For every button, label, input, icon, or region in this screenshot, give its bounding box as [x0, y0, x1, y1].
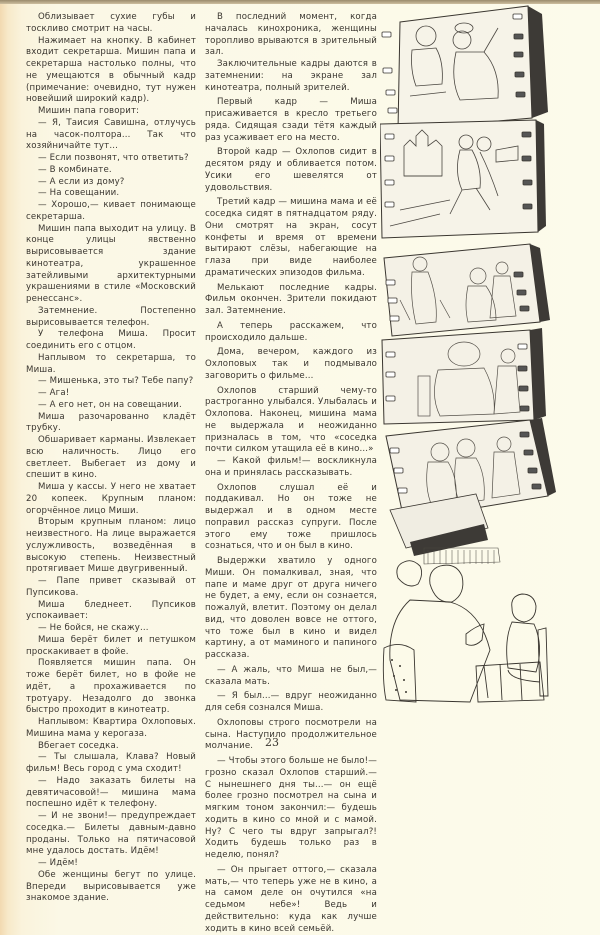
paragraph: Миша у кассы. У него не хватает 20 копеек. Крупным планом: огорчённое лицо Миши.: [26, 482, 196, 516]
paragraph: — На совещании.: [38, 188, 120, 199]
paragraph: — Чтобы этого больше не было!— грозно сказал Охлопов старший.— С нынешнего дня ты...— он ещё более грозно посмотрел на сына и мягким тоном закончил:— будешь ходить в кино со мной и с мамой. Ну? С чего ты вдруг запрыгал?! Ходить будешь только раз в неделю, понял?: [205, 756, 377, 860]
paragraph: Охлоповы строго посмотрели на сына. Наступило продолжительное молчание.: [205, 717, 377, 752]
paragraph: — Он прыгает оттого,— сказала мать,— что теперь уже не в кино, а на самом деле он очутился «на седьмом небе»! Ведь и действительно: куда как лучше ходить в кино всей семьёй.: [205, 864, 377, 934]
paragraph: — Ты слышала, Клава? Новый фильм! Весь город с ума сходит!: [26, 752, 196, 774]
paragraph: Затемнение. Постепенно вырисовывается телефон.: [26, 305, 196, 328]
paragraph: А теперь расскажем, что происходило дальше.: [205, 320, 377, 343]
paragraph: Вбегает соседка.: [38, 740, 119, 751]
paragraph: Первый кадр — Миша присаживается в кресло третьего ряда. Сидящая сзади тётя каждый раз усаживает его на место.: [205, 97, 377, 143]
paragraph: — И не звони!— предупреждает соседка.— Билеты давным-давно проданы. Только на пятичасовой мне удалось достать. Идём!: [26, 811, 196, 857]
paragraph: Нажимает на кнопку. В кабинет входит секретарша. Мишин папа и секретарша настолько полны, что не умещаются в обычный кадр (примечание: очевидно, тут нужен новейший широкий кадр).: [26, 35, 196, 105]
paragraph: В последний момент, когда началась кинохроника, женщины торопливо врываются в зрительный зал.: [205, 12, 377, 58]
paragraph: Наплывом то секретарша, то Миша.: [26, 352, 196, 375]
paragraph: Миша берёт билет и петушком проскакивает в фойе.: [26, 634, 196, 657]
paragraph: — Мишенька, это ты? Тебе папу?: [38, 376, 194, 387]
paragraph: У телефона Миша. Просит соединить его с отцом.: [26, 329, 196, 351]
film-strip-illustration: [380, 0, 600, 776]
paragraph: Миша разочарованно кладёт трубку.: [26, 411, 196, 434]
family-at-table-scene: [383, 561, 548, 702]
paragraph: Заключительные кадры даются в затемнении: на экране зал кинотеатра, полный зрителей.: [205, 59, 377, 93]
paragraph: — А если из дому?: [38, 176, 125, 187]
paragraph: Дома, вечером, каждого из Охлоповых так и подмывало заговорить о фильме...: [205, 347, 377, 381]
middle-text-column: [205, 12, 377, 935]
paragraph: Мишин папа выходит на улицу. В конце улицы явственно вырисовывается здание кинотеатра, украшенное затейливыми архитектурными украшениями в стиле «Московский ренессанс».: [26, 223, 196, 304]
paragraph: — Надо заказать билеты на девятичасовой!— мишина мама поспешно идёт к телефону.: [26, 775, 196, 810]
paragraph: Выдержки хватило у одного Миши. Он помалкивал, зная, что папе и маме друг от друга ничего не будет, а ему, если он сознается, пожалуй, влетит. Поэтому он делал вид, что доволен вовсе не оттого, что тоже был в кино и видел картину, а от маминого и папиного рассказа.: [205, 556, 377, 660]
paragraph: — Идём!: [38, 858, 78, 868]
film-frame-1: [382, 6, 548, 130]
paragraph: Мелькают последние кадры. Фильм окончен. Зрители покидают зал. Затемнение.: [205, 282, 377, 316]
paragraph: — Хорошо,— кивает понимающе секретарша.: [26, 200, 196, 222]
paragraph: — Я, Таисия Савишна, отлучусь на часок-полтора... Так что хозяйничайте тут...: [26, 117, 196, 152]
paragraph: — Я был...— вдруг неожиданно для себя сознался Миша.: [205, 691, 377, 713]
paragraph: Третий кадр — мишина мама и её соседка сидят в пятнадцатом ряду. Они смотрят на экран, сосут конфеты и время от времени вытирают слёзы, набегающие на глаза при виде наиболее драматических эпизодов фильма.: [205, 197, 377, 278]
paragraph: Появляется мишин папа. Он тоже берёт билет, но в фойе не идёт, а прохаживается по тротуару. Незадолго до звонка быстро проходит в кинотеатр.: [26, 658, 196, 716]
paragraph: Второй кадр — Охлопов сидит в десятом ряду и обливается потом. Усики его шевелятся от удовольствия.: [205, 147, 377, 193]
paragraph: Охлопов старший чему-то растроганно улыбался. Улыбалась и Охлопова. Наконец, мишина мама не выдержала и неожиданно призналась в том, что «соседка почти силком утащила её в кино...»: [205, 385, 377, 455]
paragraph: — Какой фильм!— воскликнула она и принялась рассказывать.: [205, 456, 377, 478]
paragraph: — А жаль, что Миша не был,— сказала мать.: [205, 664, 377, 687]
paragraph: — А его нет, он на совещании.: [38, 399, 182, 410]
paragraph: Наплывом: Квартира Охлоповых. Мишина мама у керогаза.: [26, 717, 196, 739]
film-frame-4: [382, 328, 546, 424]
paragraph: Мишин папа говорит:: [38, 106, 140, 116]
left-text-column: [26, 12, 196, 905]
paragraph: Охлопов слушал её и поддакивал. Но он тоже не выдержал и в одном месте поправил рассказ супруги. После этого ему тоже пришлось сознаться, что и он был в кино.: [205, 482, 377, 552]
paragraph: Обшаривает карманы. Извлекает всю наличность. Лицо его светлеет. Выбегает из дому и спешит в кино.: [26, 435, 196, 481]
film-frame-3: [384, 244, 550, 336]
paragraph: — В комбинате.: [38, 164, 112, 175]
paragraph: Вторым крупным планом: лицо неизвестного. На лице выражается услужливость, возведённая в высокую степень. Неизвестный протягивает Мише двугривенный.: [26, 517, 196, 575]
paragraph: — Не бойся, не скажу...: [38, 623, 149, 633]
paragraph: Обе женщины бегут по улице. Впереди вырисовывается уже знакомое здание.: [26, 869, 196, 904]
paragraph: — Ага!: [38, 388, 70, 398]
page-number: 23: [265, 736, 279, 749]
paragraph: — Если позвонят, что ответить?: [38, 153, 189, 163]
paragraph: Миша бледнеет. Пупсиков успокаивает:: [26, 599, 196, 622]
paragraph: — Папе привет сказывай от Пупсикова.: [26, 576, 196, 598]
film-frame-2: [380, 120, 546, 238]
paragraph: Облизывает сухие губы и тоскливо смотрит на часы.: [26, 12, 196, 34]
